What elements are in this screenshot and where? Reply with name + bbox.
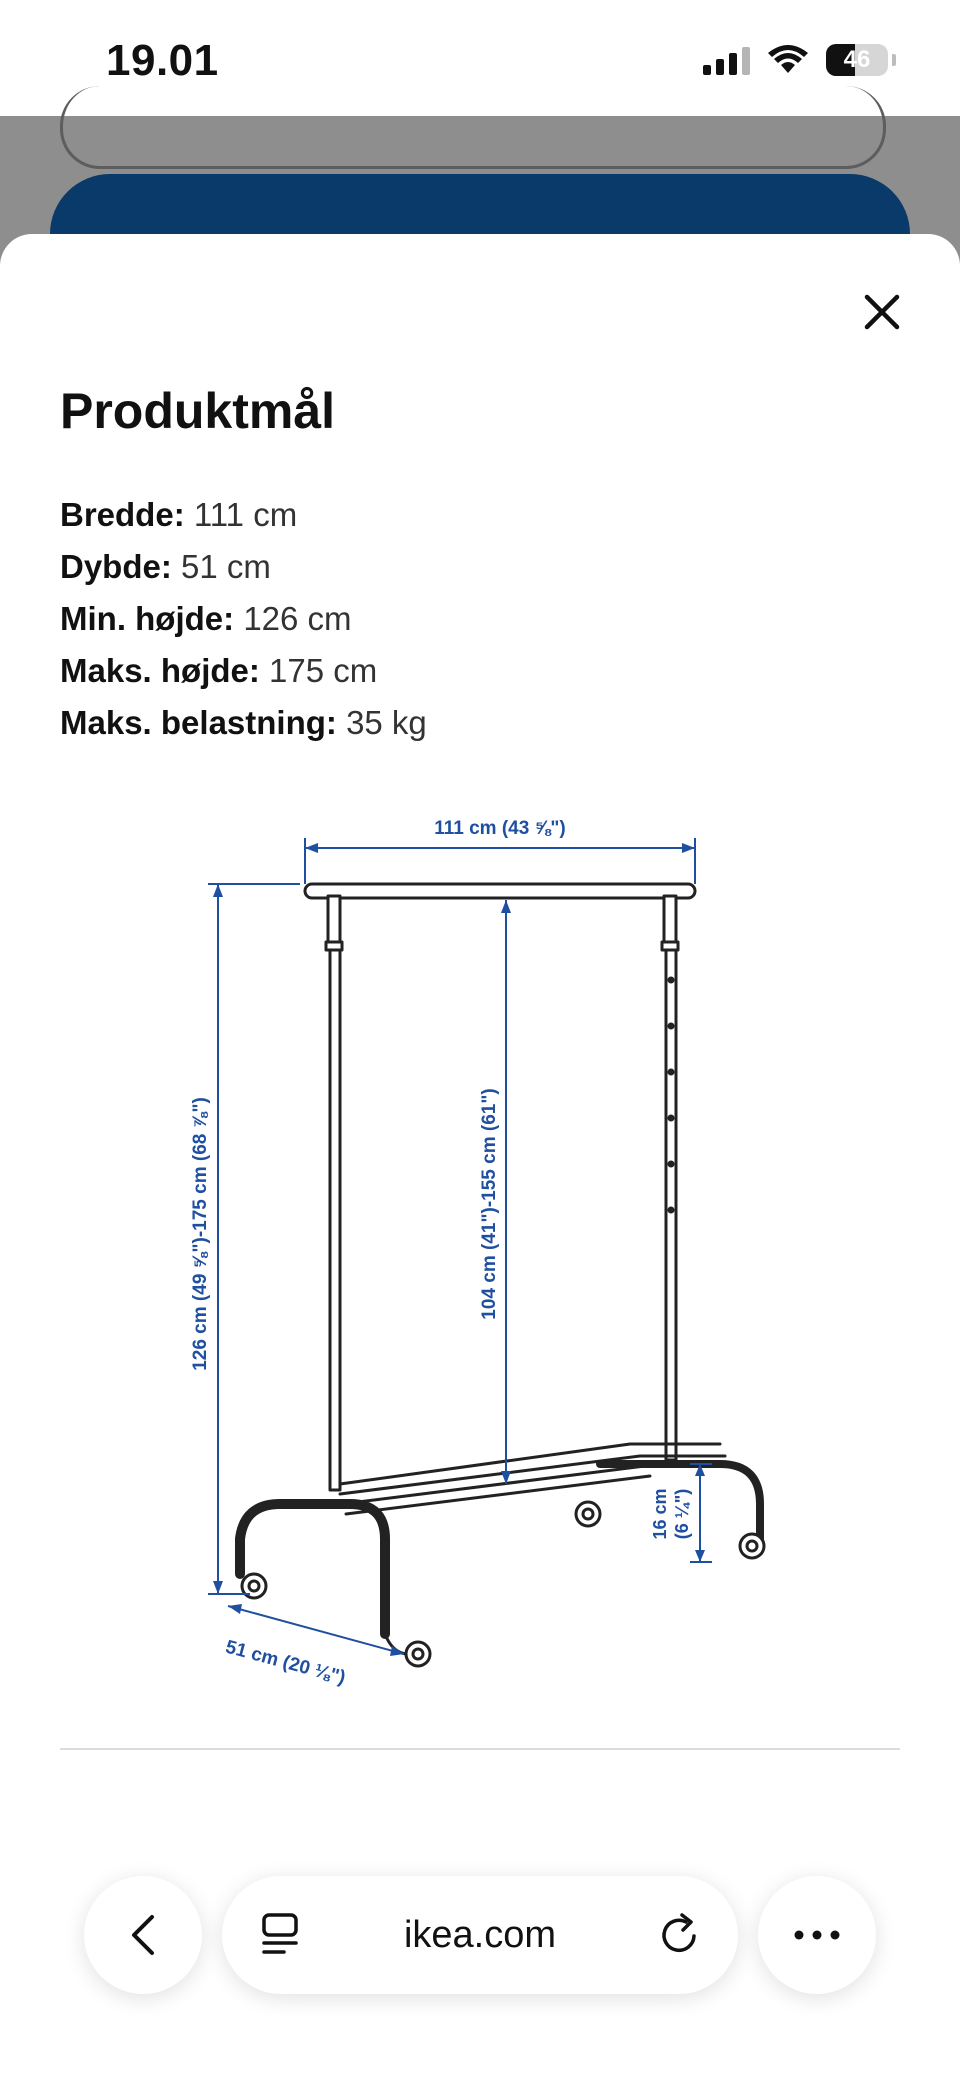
clock: 19.01 — [106, 36, 219, 85]
spec-label: Maks. belastning: — [60, 704, 337, 741]
height-dimension-label: 126 cm (49 ⅝")-175 cm (68 ⅞") — [190, 1097, 211, 1371]
url-text: ikea.com — [403, 1914, 557, 1956]
spec-value: 35 kg — [346, 704, 427, 741]
back-button[interactable] — [84, 1876, 202, 1994]
address-bar[interactable] — [222, 1876, 738, 1994]
close-icon — [864, 294, 900, 330]
spec-min-height — [60, 593, 427, 645]
spec-label: Min. højde: — [60, 600, 235, 637]
spec-list — [60, 489, 427, 749]
product-dimensions-sheet — [0, 234, 960, 2078]
spec-value: 175 cm — [269, 652, 378, 689]
more-icon — [793, 1929, 841, 1941]
signal-icon — [703, 45, 750, 75]
spec-label: Dybde: — [60, 548, 172, 585]
close-button[interactable] — [850, 280, 914, 344]
status-icons — [703, 44, 896, 76]
background-field — [60, 86, 886, 169]
depth-dimension-label: 51 cm (20 ⅛") — [223, 1636, 348, 1689]
spec-value: 126 cm — [243, 600, 352, 637]
spec-value: 111 cm — [193, 496, 298, 533]
dimension-lines — [208, 838, 712, 1656]
reload-icon[interactable] — [658, 1912, 702, 1958]
browser-toolbar — [0, 1870, 960, 2000]
spec-label: Bredde: — [60, 496, 185, 533]
shelf-height-label-imperial: (6 ¼") — [672, 1488, 692, 1540]
width-dimension-label: 111 cm (43 ⅝") — [434, 818, 566, 839]
chevron-left-icon — [128, 1913, 158, 1957]
rack-illustration — [240, 884, 764, 1666]
spec-depth — [60, 541, 427, 593]
battery-level: 46 — [843, 46, 871, 73]
spec-max-height — [60, 645, 427, 697]
spec-width — [60, 489, 427, 541]
background-page — [0, 116, 960, 246]
more-button[interactable] — [758, 1876, 876, 1994]
spec-max-load — [60, 697, 427, 749]
divider — [60, 1748, 900, 1750]
spec-value: 51 cm — [181, 548, 271, 585]
sheet-title: Produktmål — [60, 383, 336, 439]
wifi-icon — [768, 45, 808, 75]
battery-tip — [892, 54, 896, 66]
inner-height-dimension-label: 104 cm (41")-155 cm (61") — [479, 1088, 500, 1320]
shelf-height-label: 16 cm — [650, 1488, 670, 1540]
battery-icon — [826, 44, 888, 76]
dimension-diagram — [160, 804, 900, 1704]
spec-label: Maks. højde: — [60, 652, 260, 689]
